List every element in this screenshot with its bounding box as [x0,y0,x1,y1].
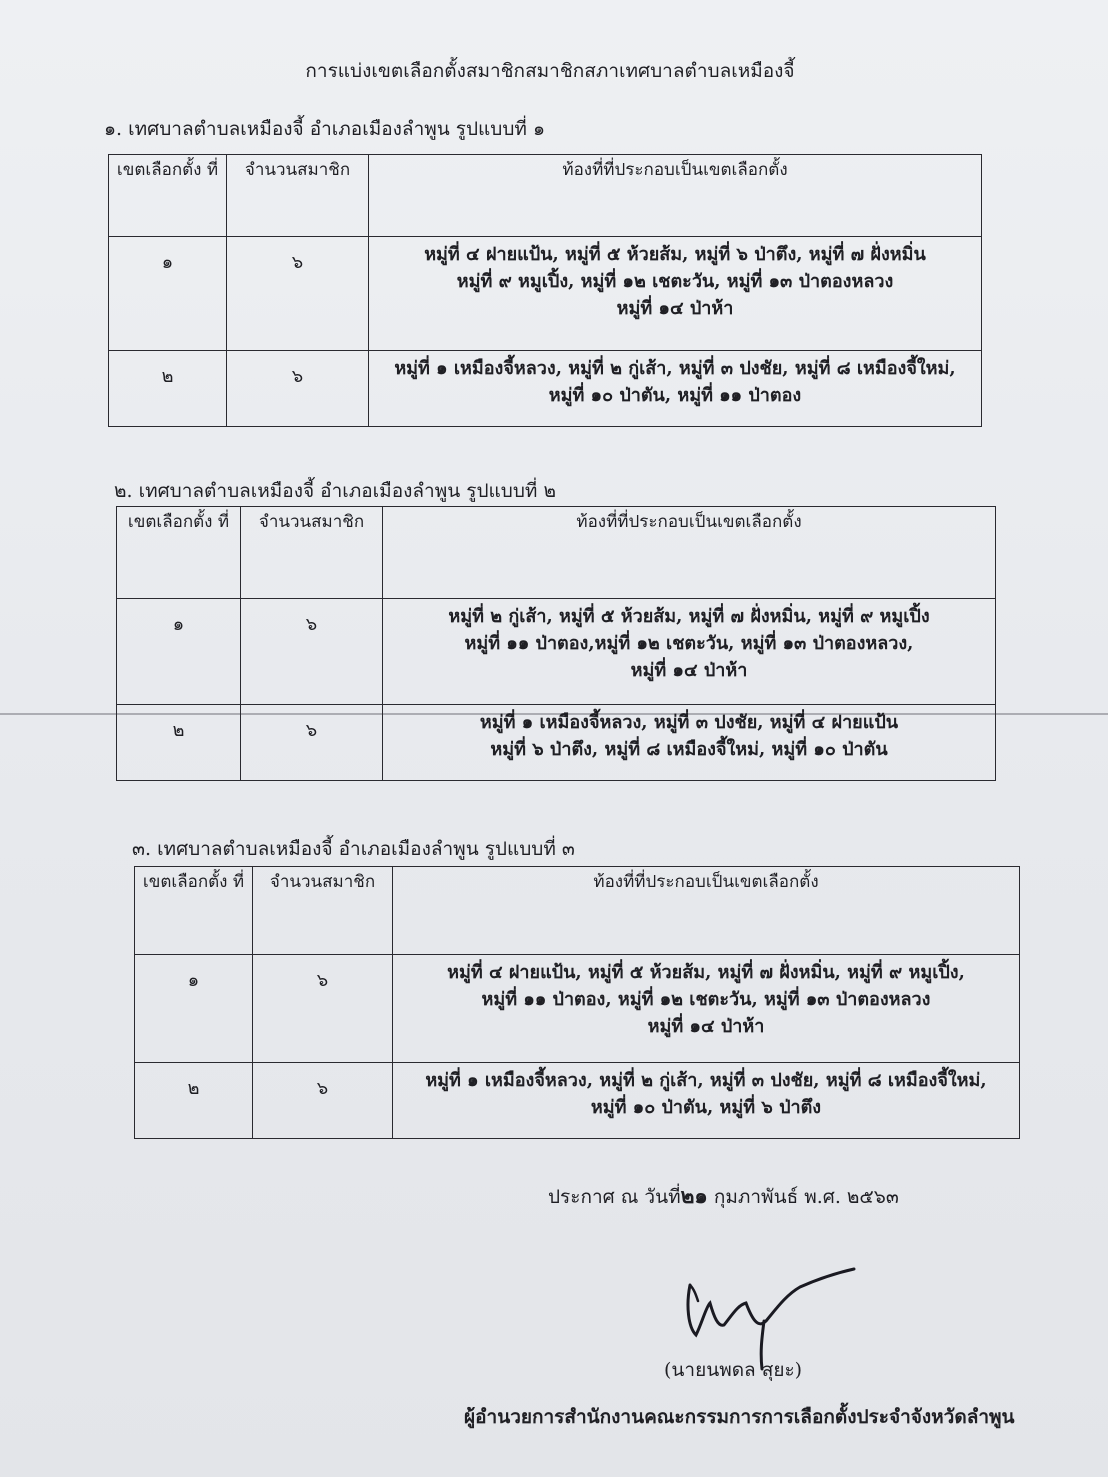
table-row [135,955,1020,1063]
zone-area [369,351,982,427]
table-row [109,351,982,427]
area-line: หมู่ที่ ๑๑ ป่าตอง,หมู่ที่ ๑๒ เชตะวัน, หมู่ที่ ๑๓ ป่าตองหลวง, [464,633,914,654]
table-row [109,237,982,351]
area-line: หมู่ที่ ๔ ฝายแป้น, หมู่ที่ ๕ ห้วยส้ม, หมู่ที่ ๖ ป่าตึง, หมู่ที่ ๗ ฝั่งหมิ่น [424,244,926,265]
zone-number: ๑ [109,237,227,351]
zone-number: ๑ [117,599,241,705]
table-row [117,599,996,705]
announcement-prefix: ประกาศ ณ วันที่ [548,1186,681,1208]
header-zone: เขตเลือกตั้ง ที่ [109,155,227,237]
header-zone: เขตเลือกตั้ง ที่ [135,867,253,955]
header-members: จำนวนสมาชิก [253,867,393,955]
area-line: หมู่ที่ ๑๐ ป่าตัน, หมู่ที่ ๖ ป่าตึง [590,1097,822,1118]
header-zone: เขตเลือกตั้ง ที่ [117,507,241,599]
zone-area [393,955,1020,1063]
zone-number: ๒ [117,705,241,781]
member-count: ๖ [253,955,393,1063]
table-header-row [109,155,982,237]
section-1-heading: ๑. เทศบาลตำบลเหมืองจี้ อำเภอเมืองลำพูน รูปแบบที่ ๑ [104,118,546,140]
header-area: ท้องที่ที่ประกอบเป็นเขตเลือกตั้ง [383,507,996,599]
signer-position: ผู้อำนวยการสำนักงานคณะกรรมการการเลือกตั้งประจำจังหวัดลำพูน [464,1406,1015,1428]
header-members: จำนวนสมาชิก [241,507,383,599]
document-title: การแบ่งเขตเลือกตั้งสมาชิกสมาชิกสภาเทศบาลตำบลเหมืองจี้ [305,60,795,82]
area-line: หมู่ที่ ๖ ป่าตึง, หมู่ที่ ๘ เหมืองจี้ใหม่, หมู่ที่ ๑๐ ป่าตัน [490,739,888,760]
table-header-row [135,867,1020,955]
zone-number: ๒ [109,351,227,427]
area-line: หมู่ที่ ๑๑ ป่าตอง, หมู่ที่ ๑๒ เชตะวัน, หมู่ที่ ๑๓ ป่าตองหลวง [481,989,931,1010]
area-line: หมู่ที่ ๑๔ ป่าห้า [630,660,748,681]
table-row [135,1063,1020,1139]
zone-number: ๑ [135,955,253,1063]
area-line: หมู่ที่ ๔ ฝายแป้น, หมู่ที่ ๕ ห้วยส้ม, หมู่ที่ ๗ ฝั่งหมิ่น, หมู่ที่ ๙ หมูเปิ้ง, [447,962,965,983]
section-3-heading: ๓. เทศบาลตำบลเหมืองจี้ อำเภอเมืองลำพูน รูปแบบที่ ๓ [132,838,575,860]
signer-name: (นายนพดล สุยะ) [664,1359,803,1381]
section-3-table [134,866,1020,1139]
table-row [117,705,996,781]
announcement-day: ๒๑ [680,1183,708,1208]
zone-area [393,1063,1020,1139]
area-line: หมู่ที่ ๙ หมูเปิ้ง, หมู่ที่ ๑๒ เชตะวัน, หมู่ที่ ๑๓ ป่าตองหลวง [456,271,894,292]
zone-area [383,599,996,705]
member-count: ๖ [227,237,369,351]
announcement-month-year: กุมภาพันธ์ พ.ศ. ๒๕๖๓ [713,1186,899,1208]
area-line: หมู่ที่ ๑ เหมืองจี้หลวง, หมู่ที่ ๒ กู่เส้า, หมู่ที่ ๓ ปงชัย, หมู่ที่ ๘ เหมืองจี้ใหม่, [425,1070,987,1091]
header-area: ท้องที่ที่ประกอบเป็นเขตเลือกตั้ง [393,867,1020,955]
zone-area [383,705,996,781]
area-line: หมู่ที่ ๑ เหมืองจี้หลวง, หมู่ที่ ๓ ปงชัย, หมู่ที่ ๔ ฝายแป้น [479,712,899,733]
area-line: หมู่ที่ ๑ เหมืองจี้หลวง, หมู่ที่ ๒ กู่เส้า, หมู่ที่ ๓ ปงชัย, หมู่ที่ ๘ เหมืองจี้ใหม่, [394,358,956,379]
member-count: ๖ [241,705,383,781]
table-header-row [117,507,996,599]
area-line: หมู่ที่ ๑๔ ป่าห้า [616,298,734,319]
announcement-date [548,1180,899,1213]
member-count: ๖ [253,1063,393,1139]
member-count: ๖ [241,599,383,705]
header-members: จำนวนสมาชิก [227,155,369,237]
area-line: หมู่ที่ ๑๐ ป่าตัน, หมู่ที่ ๑๑ ป่าตอง [548,385,802,406]
section-2-table [116,506,996,781]
header-area: ท้องที่ที่ประกอบเป็นเขตเลือกตั้ง [369,155,982,237]
section-2-heading: ๒. เทศบาลตำบลเหมืองจี้ อำเภอเมืองลำพูน รูปแบบที่ ๒ [114,480,556,502]
zone-number: ๒ [135,1063,253,1139]
section-1-table [108,154,982,427]
area-line: หมู่ที่ ๒ กู่เส้า, หมู่ที่ ๕ ห้วยส้ม, หมู่ที่ ๗ ฝั่งหมิ่น, หมู่ที่ ๙ หมูเปิ้ง [448,606,930,627]
area-line: หมู่ที่ ๑๔ ป่าห้า [647,1016,765,1037]
member-count: ๖ [227,351,369,427]
zone-area [369,237,982,351]
